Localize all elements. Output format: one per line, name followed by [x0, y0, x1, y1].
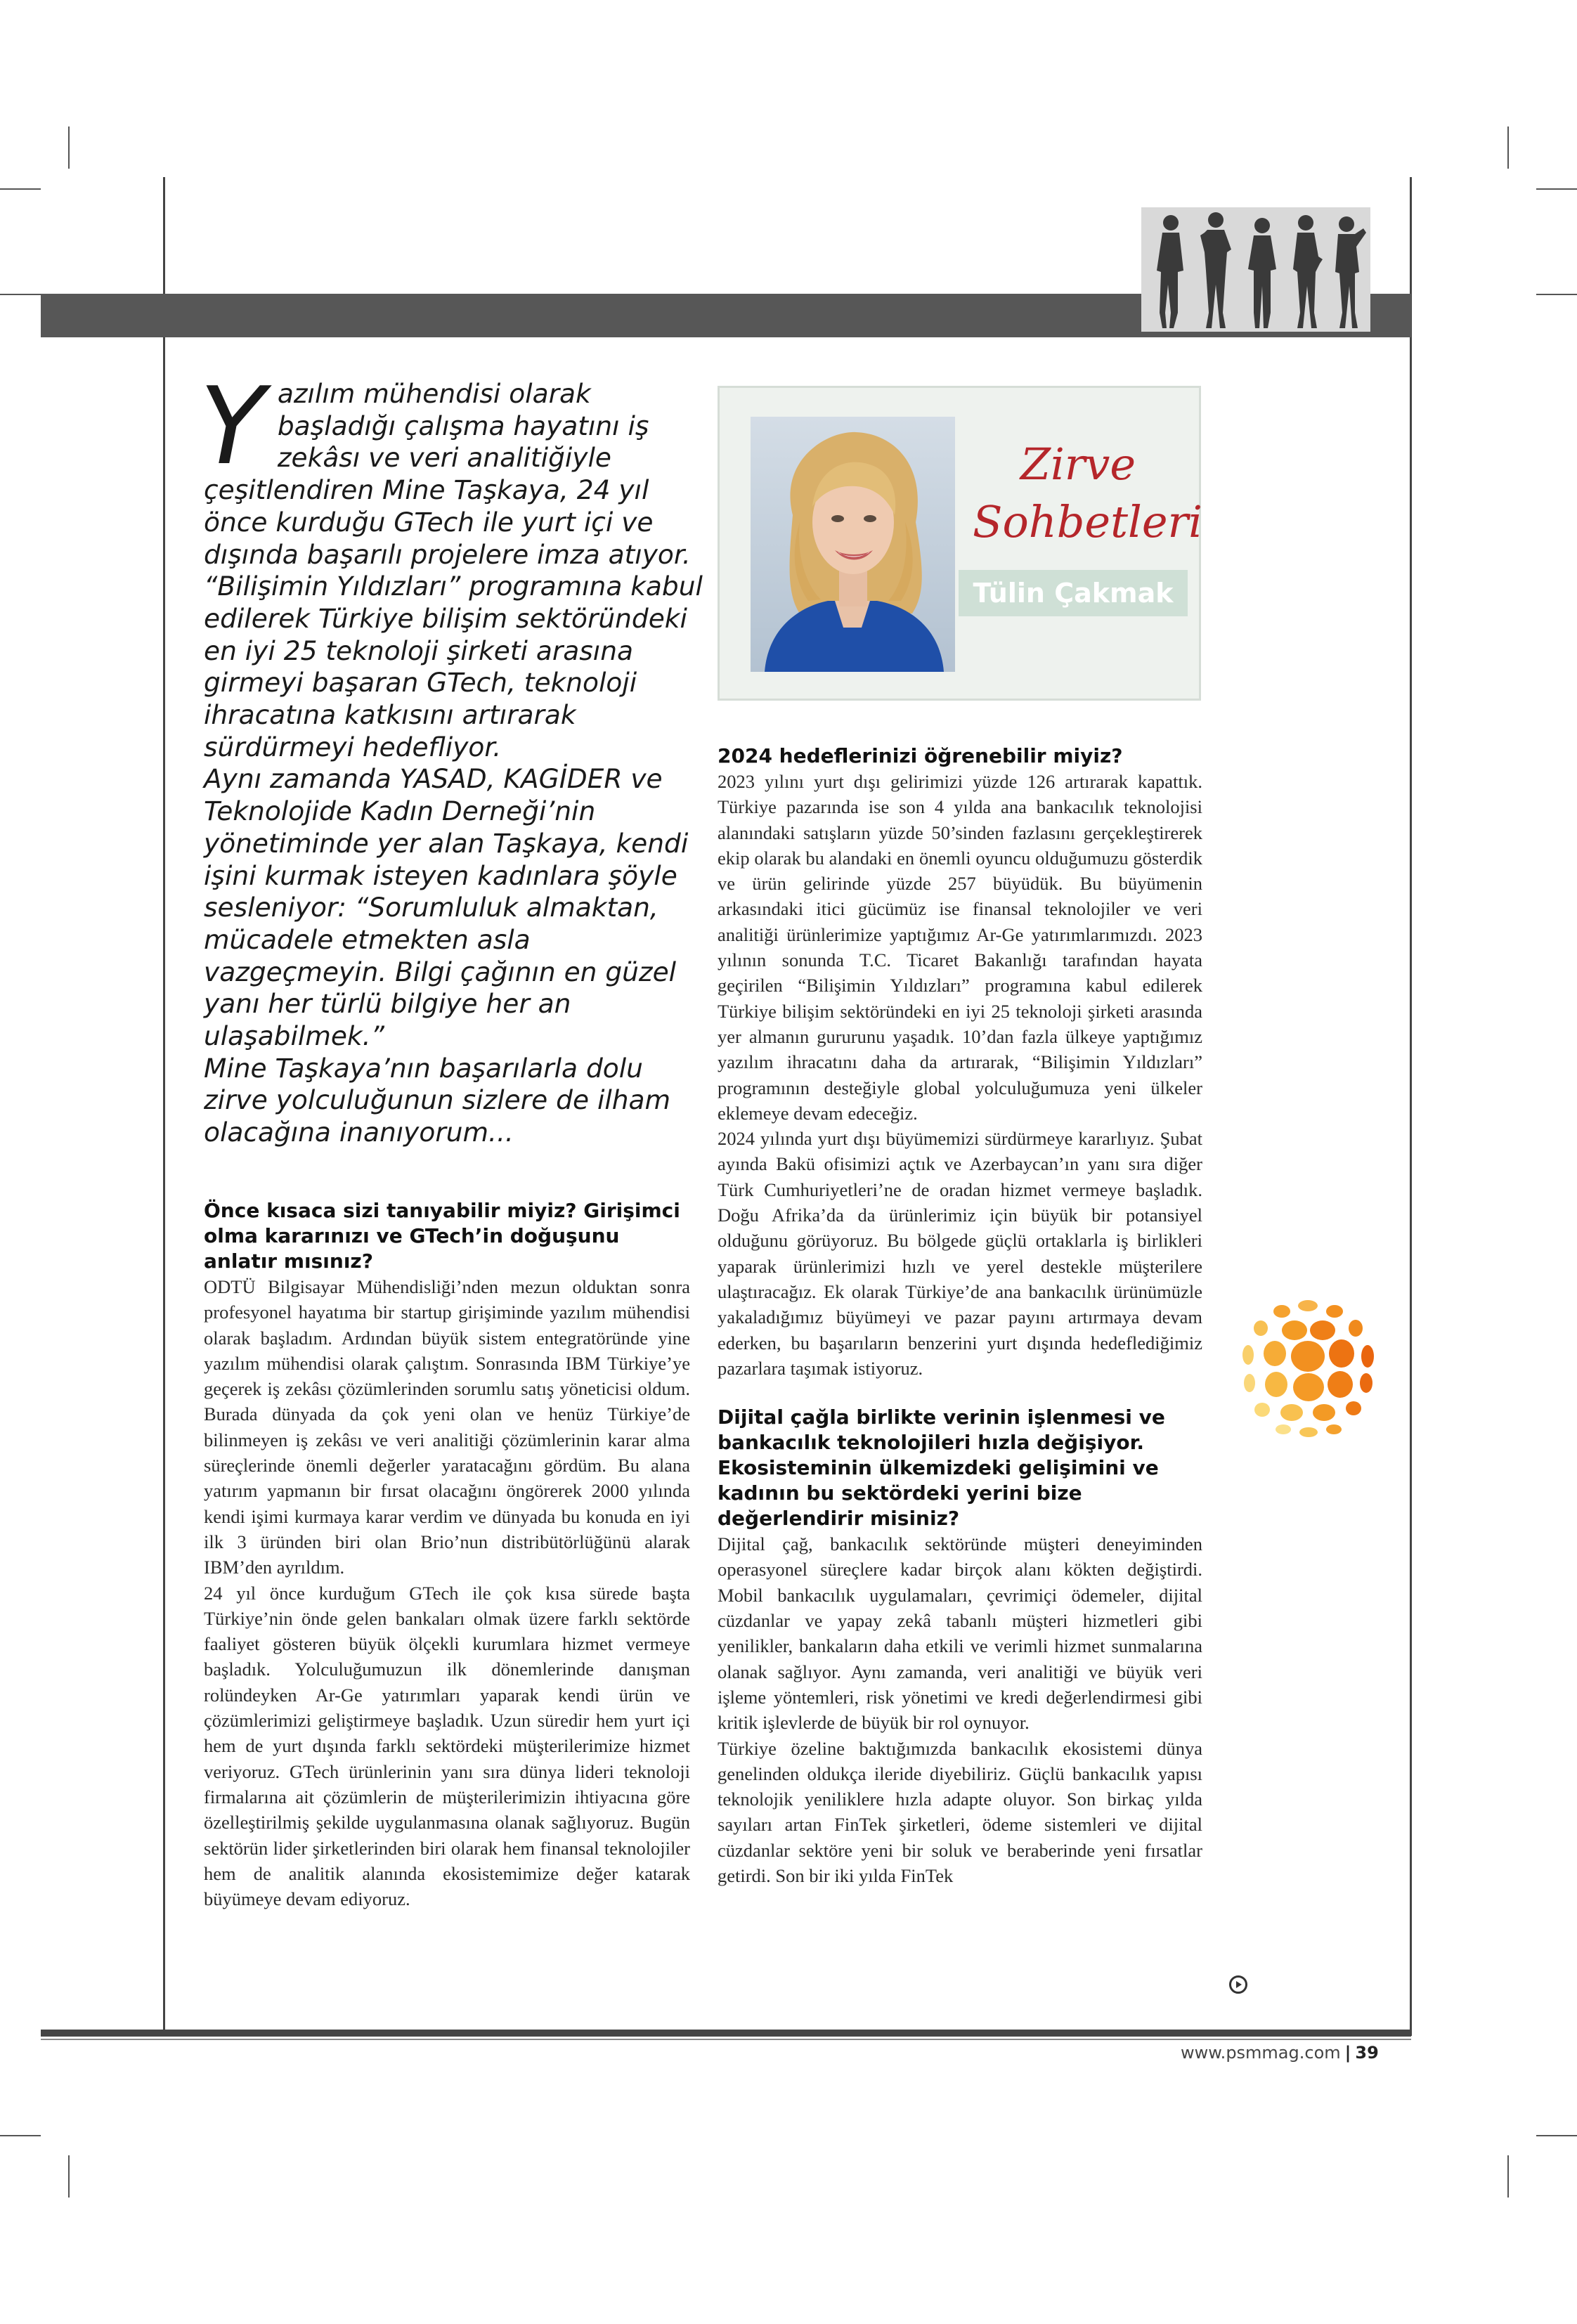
crop-mark	[1536, 2135, 1577, 2136]
drop-cap: Y	[200, 364, 265, 488]
intro-paragraph: Mine Taşkaya’nın başarılarla dolu zirve yolculuğunun sizlere de ilham olacağına inanıyorum...	[204, 1052, 671, 1148]
footer-rule	[41, 2030, 1411, 2037]
footer-separator: |	[1344, 2043, 1351, 2063]
page-frame-right	[1410, 177, 1412, 2036]
author-name: Tülin Çakmak	[973, 578, 1174, 609]
crop-mark	[1536, 294, 1577, 295]
answer-paragraph: Türkiye özeline baktığımızda bankacılık ekosistemi dünya genelinden oldukça ileride diyebiliriz. Güçlü bankacılık yapısı teknolojik yeniliklere hızla adapte oluyor. Son birkaç yılda sayıları artan FinTek şirketleri, ödeme sistemleri ve dijital cüzdanlar sektöre yeni bir soluk ve beraberinde yeni fırsatlar getirdi. Son bir iki yılda FinTek	[718, 1737, 1202, 1886]
question-heading: 2024 hedeflerinizi öğrenebilir miyiz?	[718, 744, 1123, 767]
answer-paragraph: 2023 yılını yurt dışı gelirimizi yüzde 126 artırarak kapattık. Türkiye pazarında ise son 4 yılda ana bankacılık teknolojisi alanındaki satışların yüzde 50’sinden fazlasını gerçekleştirerek ekip olarak bu alandaki en önemli oyuncu olduğumuzu gösterdik ve ürün gelirinde yüzde 257 büyüdük. Bu büyümenin arkasındaki itici gücümüz ise finansal teknolojiler ve veri analitiği ürünlerimize yaptığımız Ar-Ge yatırımlarımızdı. 2023 yılının sonunda T.C. Ticaret Bakanlığı tarafından hayata geçirilen “Bilişimin Yıldızları” programına kabul edilerek Türkiye bilişim sektöründeki en iyi 25 teknoloji şirketi arasında yer almanın gururunu yaşadık. 10’dan fazla ülkeye yaptığımız yazılım ihracatını daha da artırarak, “Bilişimin Yıldızları” programının desteğiyle global yolculuğumuza yeni ülkeler eklemeye devam edeceğiz.	[718, 771, 1202, 1124]
crop-mark	[0, 294, 41, 295]
page-number: 39	[1355, 2043, 1379, 2063]
page-frame-left	[163, 177, 165, 2036]
play-circle-icon	[1229, 1975, 1247, 1994]
orange-dot-sphere-icon	[1233, 1292, 1383, 1442]
left-column	[204, 1198, 690, 1911]
column-title-box	[718, 386, 1201, 701]
footer-rule-thin	[41, 2039, 1411, 2040]
column-title	[973, 436, 1203, 551]
page-footer	[1181, 2043, 1377, 2063]
author-bar	[959, 570, 1188, 616]
right-column	[718, 744, 1202, 1888]
crop-mark	[0, 188, 41, 190]
crop-mark	[1507, 126, 1509, 169]
crop-mark	[1507, 2155, 1509, 2198]
intro-paragraph: Aynı zamanda YASAD, KAGİDER ve Teknolojide Kadın Derneği’nin yönetiminde yer alan Taşkaya, kendi işini kurmak isteyen kadınlara şöyle sesleniyor: “Sorumluluk almaktan, mücadele etmekten asla vazgeçmeyin. Bilgi çağının en güzel yanı her türlü bilgiye her an ulaşabilmek.”	[204, 763, 689, 1052]
answer-paragraph: 24 yıl önce kurduğum GTech ile çok kısa sürede başta Türkiye’nin önde gelen bankaları olmak üzere farklı sektörde faaliyet gösteren büyük ölçekli kurumlara hizmet vermeye başladık. Yolculuğumuzun ilk dönemlerinde danışman rolündeyken Ar-Ge yatırımları yaparak kendi ürün ve çözümlerimizi geliştirmeye başladık. Uzun süredir hem yurt içi hem de yurt dışında farklı sektördeki müşterilerimize hizmet veriyoruz. GTech ürünlerinin yanı sıra dünya lideri teknoloji firmalarına ait çözümlerin de müşterilerimizin ihtiyacına göre özelleştirilmiş şekilde uygulanmasına olanak sağlıyoruz. Bugün sektörün lider şirketlerinden biri olarak hem finansal teknolojiler hem de analitik alanında ekosistemimize değer katarak büyümeye devam ediyoruz.	[204, 1582, 690, 1910]
crop-mark	[68, 126, 70, 169]
column-title-line2: Sohbetleri	[973, 496, 1203, 547]
intro-lead	[200, 364, 710, 1149]
question-heading: Önce kısaca sizi tanıyabilir miyiz? Girişimci olma kararınızı ve GTech’in doğuşunu anlatır mısınız?	[204, 1199, 680, 1273]
answer-paragraph: ODTÜ Bilgisayar Mühendisliği’nden mezun olduktan sonra profesyonel hayatıma bir startup girişiminde yazılım mühendisi olarak başladım. Ardından büyük sistem entegratöründe yine yazılım mühendisi olarak çalıştım. Sonrasında IBM Türkiye’ye geçerek iş zekâsı çözümlerinden sorumlu satış yöneticisi oldum. Burada dünyada da çok yeni olan ve henüz Türkiye’de bilinmeyen iş zekâsı ve veri analitiği çözümlerinin karar alma süreçlerinde önemli değerler yaratacağını gördüm. Bu alana yatırım yapmanın bir fırsat olacağını öngörerek 2000 yılında kendi işimi kurmaya karar verdim ve dünyada bu konuda en iyi ilk 3 üründen biri olan Brio’nun distribütörlüğünü alarak IBM’den ayrıldım.	[204, 1276, 690, 1578]
column-title-line1: Zirve	[1020, 439, 1136, 490]
businesswomen-silhouettes-icon	[1141, 207, 1370, 332]
answer-paragraph: 2024 yılında yurt dışı büyümemizi sürdürmeye kararlıyız. Şubat ayında Bakü ofisimizi açtık ve Azerbaycan’ın yanı sıra diğer Türk Cumhuriyetleri’ne de oradan hizmet vermeye başladık. Doğu Afrika’da da ürünlerimiz için büyük bir potansiyel olduğunu görüyoruz. Bu bölgede güçlü ortaklarla iş birlikleri yaparak ürünlerimizi hızlı ve yerel destekle müşterilere ulaştıracağız. Ek olarak Türkiye’de ana bankacılık ürünümüzle yakaladığımız büyümeyi ve pazar payını artırmaya devam ederken, bu başarıların benzerini yurt dışında hedeflediğimiz pazarlara taşımak istiyoruz.	[718, 1128, 1202, 1379]
intro-paragraph: azılım mühendisi olarak başladığı çalışma hayatını iş zekâsı ve veri analitiğiyle çeşitlendiren Mine Taşkaya, 24 yıl önce kurduğu GTech ile yurt içi ve dışında başarılı projelere imza atıyor. “Bilişimin Yıldızları” programına kabul edilerek Türkiye bilişim sektöründeki en iyi 25 teknoloji şirketi arasına girmeyi başaran GTech, teknoloji ihracatına katkısını artırarak sürdürmeyi hedefliyor.	[204, 378, 703, 762]
crop-mark	[0, 2135, 41, 2136]
portrait-photo	[751, 417, 955, 672]
answer-paragraph: Dijital çağ, bankacılık sektöründe müşteri deneyiminden operasyonel süreçlere kadar birçok alanı kökten değiştirdi. Mobil bankacılık uygulamaları, çevrimiçi ödemeler, dijital cüzdanlar ve yapay zekâ tabanlı müşteri hizmetleri gibi yenilikler, bankaların daha etkili ve verimli hizmet sunmalarına olanak sağlıyor. Aynı zamanda, veri analitiği ve büyük veri işleme yöntemleri, risk yönetimi ve kredi değerlendirmesi gibi kritik işlevlerde de büyük bir rol oynuyor.	[718, 1533, 1202, 1734]
crop-mark	[1536, 188, 1577, 190]
question-heading: Dijital çağla birlikte verinin işlenmesi ve bankacılık teknolojileri hızla değişiyor. Ekosisteminin ülkemizdeki gelişimini ve kadının bu sektördeki yerini bize değerlendirir misiniz?	[718, 1406, 1165, 1531]
crop-mark	[68, 2155, 70, 2198]
website-link[interactable]: www.psmmag.com	[1181, 2043, 1341, 2063]
